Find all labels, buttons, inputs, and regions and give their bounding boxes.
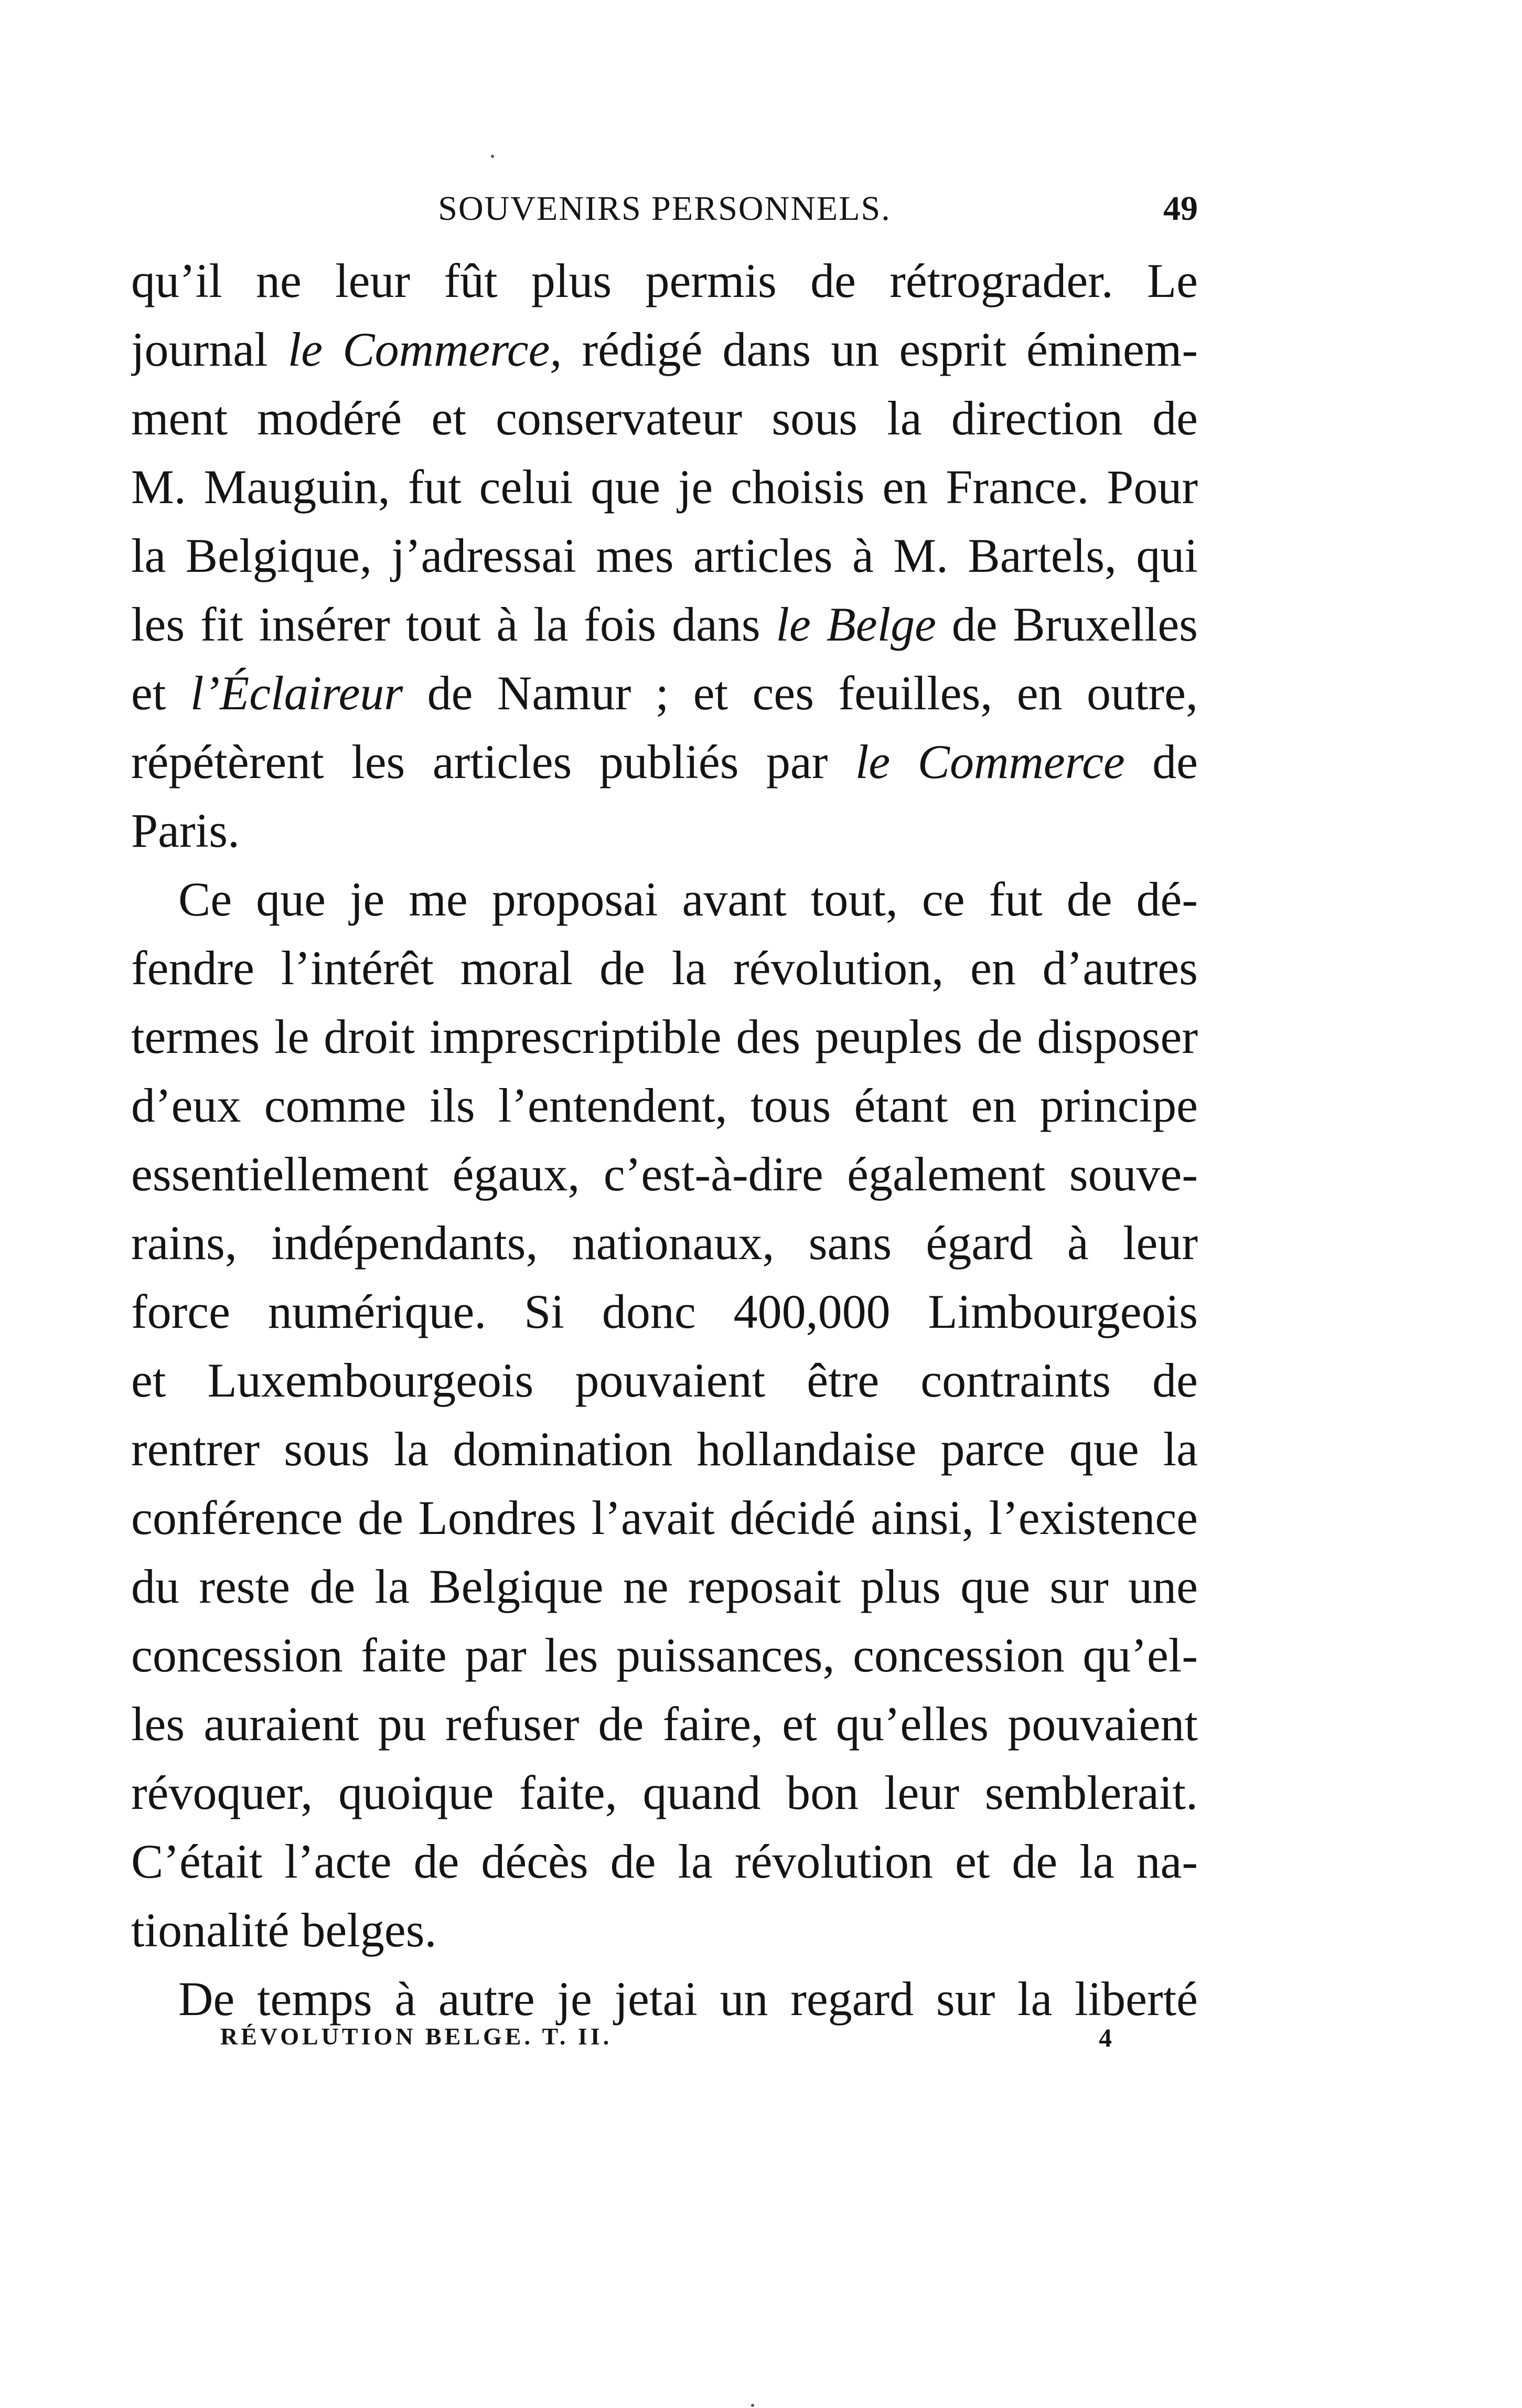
text-run: tionalité belges. <box>131 1903 437 1957</box>
text-run: de Namur ; et ces feuilles, en outre, <box>403 666 1198 720</box>
text-line <box>131 384 1198 453</box>
text-run: les auraient pu refuser de faire, et qu’elles pouvaient <box>131 1697 1198 1751</box>
text-line <box>131 1003 1198 1071</box>
text-run: révoquer, quoique faite, quand bon leur semblerait. <box>131 1766 1198 1819</box>
running-head <box>131 189 1198 236</box>
text-line <box>131 521 1198 590</box>
text-line <box>131 728 1198 796</box>
running-title: SOUVENIRS PERSONNELS. <box>438 189 891 228</box>
text-run: d’eux comme ils l’entendent, tous étant en principe <box>131 1079 1198 1132</box>
text-run: ment modéré et conservateur sous la direction de <box>131 391 1198 445</box>
text-line <box>131 1896 1198 1965</box>
italic-title: le Belge <box>776 598 937 651</box>
text-run: rédigé dans un esprit éminem- <box>562 323 1198 376</box>
text-run: journal <box>131 323 288 376</box>
printer-signature: RÉVOLUTION BELGE. T. II. <box>220 2023 613 2050</box>
text-run: et Luxembourgeois pouvaient être contraints de <box>131 1354 1198 1407</box>
text-line <box>131 865 1198 934</box>
text-run: force numérique. Si donc 400,000 Limbourgeois <box>131 1285 1198 1338</box>
text-line <box>131 1484 1198 1552</box>
text-run: concession faite par les puissances, concession qu’el- <box>131 1628 1198 1682</box>
text-run: Paris. <box>131 804 240 857</box>
text-line <box>131 1690 1198 1759</box>
text-line <box>131 247 1198 315</box>
text-run: rains, indépendants, nationaux, sans égard à leur <box>131 1216 1198 1270</box>
text-line <box>131 1415 1198 1484</box>
italic-title: l’Éclaireur <box>190 666 403 720</box>
text-run: fendre l’intérêt moral de la révolution, en d’autres <box>131 941 1198 995</box>
italic-title: le Commerce, <box>287 323 562 376</box>
ink-speck <box>491 155 494 158</box>
page-number: 49 <box>1163 189 1198 228</box>
text-line <box>131 590 1198 659</box>
text-run: la Belgique, j’adressai mes articles à M. Bartels, qui <box>131 529 1198 582</box>
text-run: essentiellement égaux, c’est-à-dire également souve- <box>131 1147 1198 1201</box>
signature-number: 4 <box>1099 2023 1112 2052</box>
body-text <box>131 247 1198 2033</box>
ink-speck <box>751 2404 754 2407</box>
text-line <box>131 1277 1198 1346</box>
text-line <box>131 1552 1198 1621</box>
text-run: et <box>131 666 190 720</box>
text-run: du reste de la Belgique ne reposait plus que sur une <box>131 1560 1198 1613</box>
text-run: M. Mauguin, fut celui que je choisis en France. Pour <box>131 460 1198 514</box>
text-run: répétèrent les articles publiés par <box>131 735 855 789</box>
printer-signature-line <box>220 2022 1112 2059</box>
text-run: Ce que je me proposai avant tout, ce fut de dé- <box>178 872 1198 926</box>
italic-title: le Commerce <box>855 735 1125 789</box>
text-line <box>131 1759 1198 1827</box>
text-line <box>131 1071 1198 1140</box>
text-line <box>131 1209 1198 1277</box>
text-run: conférence de Londres l’avait décidé ainsi, l’existence <box>131 1491 1198 1544</box>
text-run: C’était l’acte de décès de la révolution et de la na- <box>131 1835 1198 1888</box>
text-run: De temps à autre je jetai un regard sur la liberté <box>178 1972 1198 2026</box>
text-line <box>131 659 1198 728</box>
text-line <box>131 1827 1198 1896</box>
text-run: rentrer sous la domination hollandaise parce que la <box>131 1422 1198 1476</box>
text-line <box>131 1140 1198 1209</box>
text-line <box>131 453 1198 521</box>
text-run: termes le droit imprescriptible des peuples de disposer <box>131 1010 1198 1063</box>
text-line <box>131 315 1198 384</box>
text-run: les fit insérer tout à la fois dans <box>131 598 776 651</box>
text-run: qu’il ne leur fût plus permis de rétrograder. Le <box>131 254 1198 307</box>
text-line <box>131 1346 1198 1415</box>
text-run: de <box>1124 735 1198 789</box>
text-line <box>131 934 1198 1003</box>
text-run: de Bruxelles <box>936 598 1198 651</box>
text-line <box>131 796 1198 865</box>
text-line <box>131 1621 1198 1690</box>
